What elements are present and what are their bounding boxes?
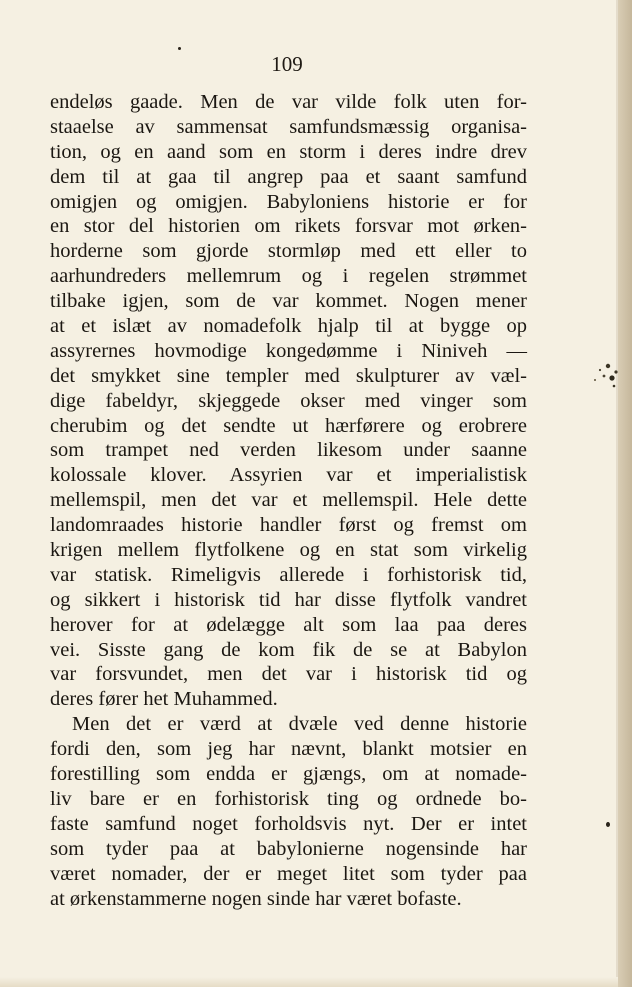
text-line: landomraades historie handler først og fremst om [50,514,527,537]
text-line: horderne som gjorde stormløp med ett eller to [50,240,527,263]
text-line: at et islæt av nomadefolk hjalp til at bygge op [50,315,527,338]
text-line: herover for at ødelægge alt som laa paa deres [50,613,527,636]
text-line: som tyder paa at babylonierne nogensinde har [50,837,527,860]
text-line: assyrernes hovmodige kongedømme i Niniveh — [50,339,527,362]
text-line: forestilling som endda er gjængs, om at nomade- [50,763,527,786]
ink-speck [178,47,181,50]
text-line: at ørkenstammerne nogen sinde har været bofaste. [50,887,462,910]
text-line: som trampet ned verden likesom under saanne [50,439,527,462]
text-line: deres fører het Muhammed. [50,688,278,711]
text-line: dem til at gaa til angrep paa et saant samfund [50,165,527,188]
text-line: aarhundreders mellemrum og i regelen strømmet [50,265,527,288]
text-line: cherubim og det sendte ut hærførere og erobrere [50,414,527,437]
page-bottom-edge [0,977,618,987]
text-line: været nomader, der er meget litet som tyder paa [50,862,527,885]
text-line: fordi den, som jeg har nævnt, blankt motsier en [50,738,527,761]
page-number: 109 [271,52,303,76]
text-line: tilbake igjen, som de var kommet. Nogen mener [50,290,527,313]
text-line: mellemspil, men det var et mellemspil. Hele dette [50,489,527,512]
text-line: dige fabeldyr, skjeggede okser med vinger som [50,389,527,412]
text-line: var forsvundet, men det var i historisk tid og [50,663,527,686]
text-line: omigjen og omigjen. Babyloniens historie er for [50,190,527,213]
text-line: kolossale klover. Assyrien var et imperialistisk [50,464,527,487]
text-line: liv bare er en forhistorisk ting og ordnede bo- [50,787,527,810]
text-line: faste samfund noget forholdsvis nyt. Der er intet [50,812,527,835]
page-edge-shadow [618,0,632,987]
body-text [50,90,527,911]
text-line: vei. Sisste gang de kom fik de se at Babylon [50,638,527,661]
ink-speck [606,822,610,827]
text-line: en stor del historien om rikets forsvar mot ørken- [50,215,527,238]
text-line: krigen mellem flytfolkene og en stat som virkelig [50,539,527,562]
text-line: det smykket sine templer med skulpturer av væl- [50,364,527,387]
text-line: staaelse av sammensat samfundsmæssig organisa- [50,115,527,138]
text-line: Men det er værd at dvæle ved denne historie [72,713,527,736]
text-line: var statisk. Rimeligvis allerede i forhistorisk tid, [50,563,527,586]
text-line: endeløs gaade. Men de var vilde folk uten for- [50,91,527,113]
text-line: og sikkert i historisk tid har disse flytfolk vandret [50,588,527,611]
text-line: tion, og en aand som en storm i deres indre drev [50,140,527,163]
